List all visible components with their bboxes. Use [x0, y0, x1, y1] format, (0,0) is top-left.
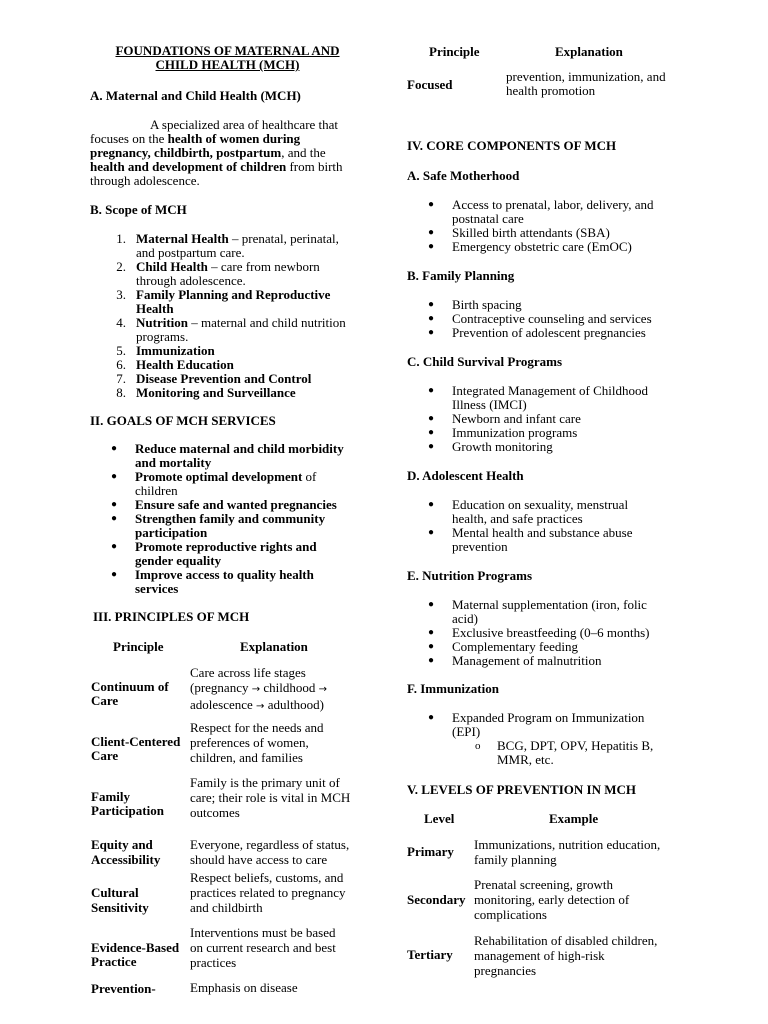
text: programs.	[136, 329, 189, 344]
text: Client-Centered	[91, 734, 181, 749]
table-cell-principle	[91, 837, 160, 867]
text: Continuum of	[91, 679, 169, 694]
text: Everyone, regardless of status,	[190, 837, 350, 852]
text: Practice	[91, 954, 137, 969]
list-item	[407, 298, 687, 312]
family-planning-heading: B. Family Planning	[407, 268, 515, 283]
text: Growth monitoring	[452, 439, 553, 454]
bold-text: Promote optimal development	[135, 469, 303, 484]
list-item	[407, 440, 687, 454]
bullet-icon: ●	[428, 327, 435, 338]
section-b-heading: B. Scope of MCH	[90, 202, 187, 217]
list-number: 4.	[116, 315, 126, 330]
text: Management of malnutrition	[452, 653, 602, 668]
text: family planning	[474, 852, 557, 867]
list-item	[407, 240, 687, 254]
document-title	[90, 44, 365, 72]
text: complications	[474, 907, 547, 922]
bullet-icon: ●	[111, 569, 118, 580]
text: Equity and	[91, 837, 153, 852]
bold-text: Ensure safe and wanted pregnancies	[135, 497, 337, 512]
table-cell-principle	[91, 941, 179, 969]
section-a-paragraph	[90, 118, 365, 188]
bullet-icon: ●	[111, 471, 118, 482]
text: (pregnancy	[190, 680, 252, 695]
sub-list-item	[407, 739, 687, 767]
bold-text: pregnancy, childbirth, postpartum	[90, 145, 282, 160]
text: (EPI)	[452, 724, 481, 739]
section-v-heading: V. LEVELS OF PREVENTION IN MCH	[407, 782, 636, 797]
section-a-heading: A. Maternal and Child Health (MCH)	[90, 88, 301, 103]
list-item	[90, 470, 365, 498]
bullet-icon: ●	[428, 627, 435, 638]
text: Illness (IMCI)	[452, 397, 527, 412]
list-item	[407, 640, 687, 654]
text: monitoring, early detection of	[474, 892, 630, 907]
bold-text: Nutrition	[136, 315, 188, 330]
bullet-icon: ●	[428, 499, 435, 510]
table-header-explanation: Explanation	[555, 44, 623, 59]
text: Mental health and substance abuse	[452, 525, 633, 540]
text: Care across life stages	[190, 665, 306, 680]
nutrition-programs-list	[407, 598, 687, 668]
text: should have access to care	[190, 852, 328, 867]
text: Prenatal screening, growth	[474, 877, 613, 892]
text: Cultural	[91, 885, 139, 900]
table-cell-principle: Focused	[407, 77, 453, 92]
list-item	[90, 260, 365, 288]
text: Exclusive breastfeeding (0–6 months)	[452, 625, 650, 640]
adolescent-health-heading: D. Adolescent Health	[407, 468, 524, 483]
text: focuses on the	[90, 131, 168, 146]
text: children	[135, 483, 178, 498]
bold-text: Strengthen family and community	[135, 511, 326, 526]
list-item	[407, 384, 687, 412]
list-number: 1.	[116, 231, 126, 246]
hollow-bullet-icon: o	[475, 740, 481, 752]
table-header-level: Level	[424, 811, 455, 826]
text: and childbirth	[190, 900, 263, 915]
list-item	[90, 540, 365, 568]
list-item	[407, 711, 687, 739]
bold-text: participation	[135, 525, 208, 540]
list-item	[90, 568, 365, 596]
text: Care	[91, 693, 119, 708]
list-item	[407, 498, 687, 526]
text: Maternal supplementation (iron, folic	[452, 597, 647, 612]
table-cell-example	[474, 877, 629, 922]
list-item	[90, 316, 365, 344]
list-item	[90, 344, 365, 358]
list-item	[407, 326, 687, 340]
bullet-icon: ●	[428, 655, 435, 666]
text: Family is the primary unit of	[190, 775, 340, 790]
section-iv-heading: IV. CORE COMPONENTS OF MCH	[407, 138, 617, 153]
principles-table	[90, 630, 365, 1024]
bold-text: Monitoring and Surveillance	[136, 385, 296, 400]
text: practices	[190, 955, 237, 970]
list-number: 5.	[116, 343, 126, 358]
scope-list	[90, 232, 365, 400]
bold-text: Maternal Health	[136, 231, 229, 246]
text: Birth spacing	[452, 297, 522, 312]
bullet-icon: ●	[428, 385, 435, 396]
list-item	[90, 512, 365, 540]
table-cell-explanation: Emphasis on disease	[190, 980, 298, 995]
text: of	[302, 469, 317, 484]
safe-motherhood-heading: A. Safe Motherhood	[407, 168, 520, 183]
bold-text: Child Health	[136, 259, 208, 274]
text: BCG, DPT, OPV, Hepatitis B,	[497, 738, 654, 753]
list-item	[407, 412, 687, 426]
text: – maternal and child nutrition	[188, 315, 346, 330]
arrow-right-icon: →	[256, 701, 265, 712]
list-number: 2.	[116, 259, 126, 274]
bold-text: Improve access to quality health	[135, 567, 314, 582]
table-cell-level: Secondary	[407, 892, 466, 907]
text: on current research and best	[190, 940, 336, 955]
text: Access to prenatal, labor, delivery, and	[452, 197, 654, 212]
section-iii-heading: III. PRINCIPLES OF MCH	[93, 609, 250, 624]
text: Education on sexuality, menstrual	[452, 497, 629, 512]
list-number: 7.	[116, 371, 126, 386]
bullet-icon: ●	[428, 313, 435, 324]
bullet-icon: ●	[428, 527, 435, 538]
table-cell-principle	[91, 680, 169, 708]
table-header-example: Example	[549, 811, 599, 826]
text: Family	[91, 789, 130, 804]
text: adulthood)	[264, 697, 325, 712]
text: childhood	[260, 680, 319, 695]
list-item	[90, 358, 365, 372]
table-cell-explanation	[190, 837, 349, 867]
bold-text: Promote reproductive rights and	[135, 539, 317, 554]
text: health promotion	[506, 83, 596, 98]
list-item	[90, 498, 365, 512]
bullet-icon: ●	[111, 513, 118, 524]
principles-table-continued	[407, 0, 687, 110]
prevention-levels-table	[407, 800, 687, 990]
list-item	[407, 226, 687, 240]
text: Care	[91, 748, 119, 763]
bold-text: Disease Prevention and Control	[136, 371, 312, 386]
para-line: A specialized area of healthcare that	[150, 117, 339, 132]
text: practices related to pregnancy	[190, 885, 346, 900]
immunization-heading: F. Immunization	[407, 681, 499, 696]
bullet-icon: ●	[111, 499, 118, 510]
text: prevention, immunization, and	[506, 69, 666, 84]
text: Sensitivity	[91, 900, 149, 915]
list-number: 6.	[116, 357, 126, 372]
list-item	[407, 626, 687, 640]
bullet-icon: ●	[428, 241, 435, 252]
child-survival-list	[407, 384, 687, 454]
bullet-icon: ●	[111, 443, 118, 454]
arrow-right-icon: →	[318, 684, 327, 695]
bullet-icon: ●	[428, 413, 435, 424]
list-item	[407, 426, 687, 440]
adolescent-health-list	[407, 498, 687, 554]
table-cell-example	[474, 837, 660, 867]
text: – prenatal, perinatal,	[228, 231, 339, 246]
nutrition-programs-heading: E. Nutrition Programs	[407, 568, 533, 583]
bold-text: Immunization	[136, 343, 215, 358]
table-cell-explanation	[190, 720, 324, 765]
text: management of high-risk	[474, 948, 605, 963]
list-item	[407, 654, 687, 668]
safe-motherhood-list	[407, 198, 687, 254]
text: Participation	[91, 803, 164, 818]
table-header-explanation: Explanation	[240, 639, 308, 654]
text: Immunizations, nutrition education,	[474, 837, 661, 852]
family-planning-list	[407, 298, 687, 340]
text: outcomes	[190, 805, 240, 820]
text: Complementary feeding	[452, 639, 578, 654]
bold-text: health and development of children	[90, 159, 287, 174]
para-line	[90, 146, 365, 160]
table-cell-explanation	[190, 870, 346, 915]
table-cell-principle	[91, 885, 149, 915]
text: Rehabilitation of disabled children,	[474, 933, 658, 948]
text: Skilled birth attendants (SBA)	[452, 225, 610, 240]
text-line	[190, 697, 327, 714]
text: Evidence-Based	[91, 940, 180, 955]
title-line-2: CHILD HEALTH (MCH)	[155, 57, 300, 72]
title-line-1: FOUNDATIONS OF MATERNAL AND	[115, 43, 340, 58]
table-cell-level: Tertiary	[407, 947, 453, 962]
bullet-icon: ●	[428, 441, 435, 452]
text: – care from newborn	[207, 259, 320, 274]
bullet-icon: ●	[428, 712, 435, 723]
table-cell-level: Primary	[407, 844, 454, 859]
bold-text: services	[135, 581, 179, 596]
text: Integrated Management of Childhood	[452, 383, 649, 398]
text: children, and families	[190, 750, 303, 765]
bullet-icon: ●	[428, 599, 435, 610]
goals-list	[90, 442, 365, 596]
bullet-icon: ●	[428, 199, 435, 210]
list-item	[90, 386, 365, 400]
table-cell-principle	[91, 790, 164, 818]
para-line	[90, 160, 365, 174]
text: care; their role is vital in MCH	[190, 790, 351, 805]
text: Respect beliefs, customs, and	[190, 870, 344, 885]
arrow-right-icon: →	[251, 684, 261, 695]
text: Emergency obstetric care (EmOC)	[452, 239, 632, 254]
bold-text: Family Planning and Reproductive	[136, 287, 331, 302]
para-line	[90, 132, 365, 146]
bold-text: Reduce maternal and child morbidity	[135, 441, 344, 456]
text: postnatal care	[452, 211, 524, 226]
list-item	[407, 598, 687, 626]
text: Expanded Program on Immunization	[452, 710, 645, 725]
text: prevention	[452, 539, 508, 554]
list-number: 8.	[116, 385, 126, 400]
bold-text: and mortality	[135, 455, 212, 470]
text: MMR, etc.	[497, 752, 554, 767]
para-line: through adolescence.	[90, 173, 200, 188]
list-number: 3.	[116, 287, 126, 302]
text: Interventions must be based	[190, 925, 336, 940]
child-survival-heading: C. Child Survival Programs	[407, 354, 563, 369]
bold-text: Health Education	[136, 357, 234, 372]
bullet-icon: ●	[428, 299, 435, 310]
table-cell-explanation	[190, 925, 336, 970]
text: through adolescence.	[136, 273, 246, 288]
list-item	[90, 372, 365, 386]
list-item	[90, 442, 365, 470]
list-item	[90, 232, 365, 260]
table-header-principle: Principle	[429, 44, 480, 59]
text: Contraceptive counseling and services	[452, 311, 652, 326]
list-item	[407, 312, 687, 326]
text: preferences of women,	[190, 735, 309, 750]
text-line	[190, 680, 327, 697]
text: , and the	[281, 145, 326, 160]
table-cell-explanation	[190, 775, 350, 820]
text: Respect for the needs and	[190, 720, 324, 735]
text: adolescence	[190, 697, 257, 712]
table-cell-principle: Prevention-	[91, 981, 156, 996]
section-ii-heading: II. GOALS OF MCH SERVICES	[90, 413, 276, 428]
bullet-icon: ●	[111, 541, 118, 552]
bold-text: health of women during	[167, 131, 301, 146]
text: pregnancies	[474, 963, 537, 978]
bullet-icon: ●	[428, 427, 435, 438]
bold-text: Health	[136, 301, 174, 316]
text: Prevention of adolescent pregnancies	[452, 325, 646, 340]
table-cell-example	[474, 933, 657, 978]
bullet-icon: ●	[428, 641, 435, 652]
table-header-principle: Principle	[113, 639, 164, 654]
list-item	[407, 526, 687, 554]
text: from birth	[286, 159, 343, 174]
table-cell-explanation	[506, 70, 666, 98]
text: Accessibility	[91, 852, 161, 867]
text: health, and safe practices	[452, 511, 583, 526]
immunization-list	[407, 711, 687, 767]
bullet-icon: ●	[428, 227, 435, 238]
list-item	[407, 198, 687, 226]
text: acid)	[452, 611, 478, 626]
table-cell-principle	[91, 735, 180, 763]
list-item	[90, 288, 365, 316]
text: and postpartum care.	[136, 245, 245, 260]
text: Immunization programs	[452, 425, 578, 440]
bold-text: gender equality	[135, 553, 222, 568]
table-cell-explanation	[190, 665, 327, 714]
text: Newborn and infant care	[452, 411, 581, 426]
